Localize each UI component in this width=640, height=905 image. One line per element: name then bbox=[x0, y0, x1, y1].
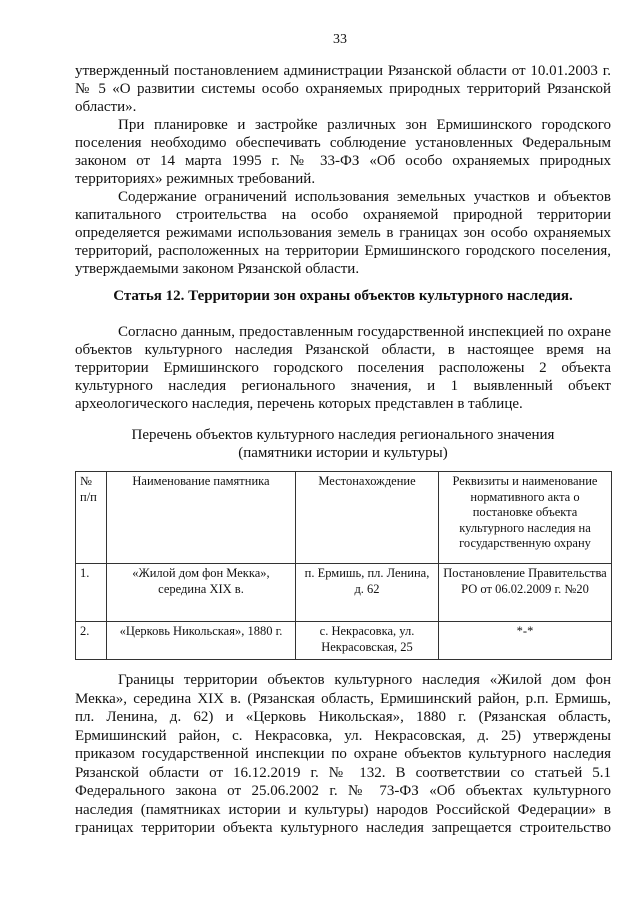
text-block-top bbox=[75, 62, 611, 278]
text-line: Границы территории объектов культурного наследия «Жилой дом фон bbox=[118, 672, 611, 688]
text-line: границах территории объекта культурного наследия запрещается строительство bbox=[75, 820, 611, 836]
table-header-row bbox=[76, 472, 612, 564]
paragraph bbox=[75, 188, 611, 278]
text-line: археологического наследия, перечень которых представлен в таблице. bbox=[75, 396, 523, 412]
cell-act: Постановление Правительства РО от 06.02.2009 г. №20 bbox=[439, 564, 612, 622]
cell-location: п. Ермишь, пл. Ленина, д. 62 bbox=[296, 564, 439, 622]
text-line: поселения необходимо обеспечивать соблюдение установленных Федеральным bbox=[75, 135, 611, 151]
heritage-table bbox=[75, 471, 612, 660]
header-location: Местонахождение bbox=[296, 472, 439, 564]
cell-name: «Жилой дом фон Мекка», середина XIX в. bbox=[107, 564, 296, 622]
text-line: наследия (памятниках истории и культуры) народов Российской Федерации» в bbox=[75, 801, 611, 818]
text-line: Федерального закона от 25.06.2002 г. № 73-ФЗ «Об объектах культурного bbox=[75, 783, 611, 799]
text-line: области». bbox=[75, 99, 137, 115]
text-line: территорий, расположенных на территории Ермишинского городского поселения, bbox=[75, 243, 611, 259]
text-line: пл. Ленина, д. 62) и «Церковь Никольская», 1880 г. (Рязанская область, bbox=[75, 709, 611, 725]
text-line: Рязанской области от 16.12.2019 г. № 132. В соответствии со статьей 5.1 bbox=[75, 764, 611, 781]
text-line: При планировке и застройке различных зон Ермишинского городского bbox=[118, 117, 611, 133]
text-line: Мекка», середина XIX в. (Рязанская область, Ермишинский район, р.п. Ермишь, bbox=[75, 690, 611, 707]
text-line: Содержание ограничений использования земельных участков и объектов bbox=[118, 189, 611, 205]
text-line: № 5 «О развитии системы особо охраняемых природных территорий Рязанской bbox=[75, 81, 611, 97]
paragraph bbox=[75, 116, 611, 188]
text-line: объектов культурного наследия Рязанской области, в настоящее время на bbox=[75, 342, 611, 358]
text-line: утверждаемыми законом Рязанской области. bbox=[75, 261, 360, 277]
table-caption-line: Перечень объектов культурного наследия регионального значения bbox=[131, 427, 555, 443]
paragraph bbox=[75, 62, 611, 116]
header-act: Реквизиты и наименование нормативного акта о постановке объекта культурного наследия на государственную охрану bbox=[439, 472, 612, 564]
cell-number: 1. bbox=[76, 564, 107, 622]
text-line: территории Ермишинского городского поселения расположены 2 объекта bbox=[75, 360, 611, 376]
table-caption-line: (памятники истории и культуры) bbox=[238, 445, 448, 461]
header-name: Наименование памятника bbox=[107, 472, 296, 564]
text-block-bottom bbox=[75, 671, 611, 838]
table-caption bbox=[75, 426, 611, 462]
header-number: № п/п bbox=[76, 472, 107, 564]
text-line: приказом государственной инспекции по охране объектов культурного наследия bbox=[75, 746, 611, 762]
table-row bbox=[76, 564, 612, 622]
page-number: 33 bbox=[333, 32, 347, 47]
text-line: определяется режимами использования земель в границах зон особо охраняемых bbox=[75, 225, 611, 241]
text-line: утвержденный постановлением администрации Рязанской области от 10.01.2003 г. bbox=[75, 63, 611, 79]
cell-number: 2. bbox=[76, 622, 107, 660]
text-line: Согласно данным, предоставленным государственной инспекцией по охране bbox=[118, 324, 611, 340]
table-row bbox=[76, 622, 612, 660]
cell-name: «Церковь Никольская», 1880 г. bbox=[107, 622, 296, 660]
text-block-mid bbox=[75, 323, 611, 413]
cell-act: *-* bbox=[439, 622, 612, 660]
cell-location: с. Некрасовка, ул. Некрасовская, 25 bbox=[296, 622, 439, 660]
text-line: капитального строительства на особо охраняемой природной территории bbox=[75, 207, 611, 223]
text-line: территориях» режимных требований. bbox=[75, 171, 316, 187]
article-heading: Статья 12. Территории зон охраны объектов культурного наследия. bbox=[113, 288, 573, 304]
text-line: законом от 14 марта 1995 г. № 33-ФЗ «Об особо охраняемых природных bbox=[75, 153, 611, 169]
text-line: культурного наследия регионального значения, и 1 выявленный объект bbox=[75, 378, 611, 394]
text-line: Ермишинский район, с. Некрасовка, ул. Некрасовская, д. 25) утверждены bbox=[75, 727, 611, 744]
